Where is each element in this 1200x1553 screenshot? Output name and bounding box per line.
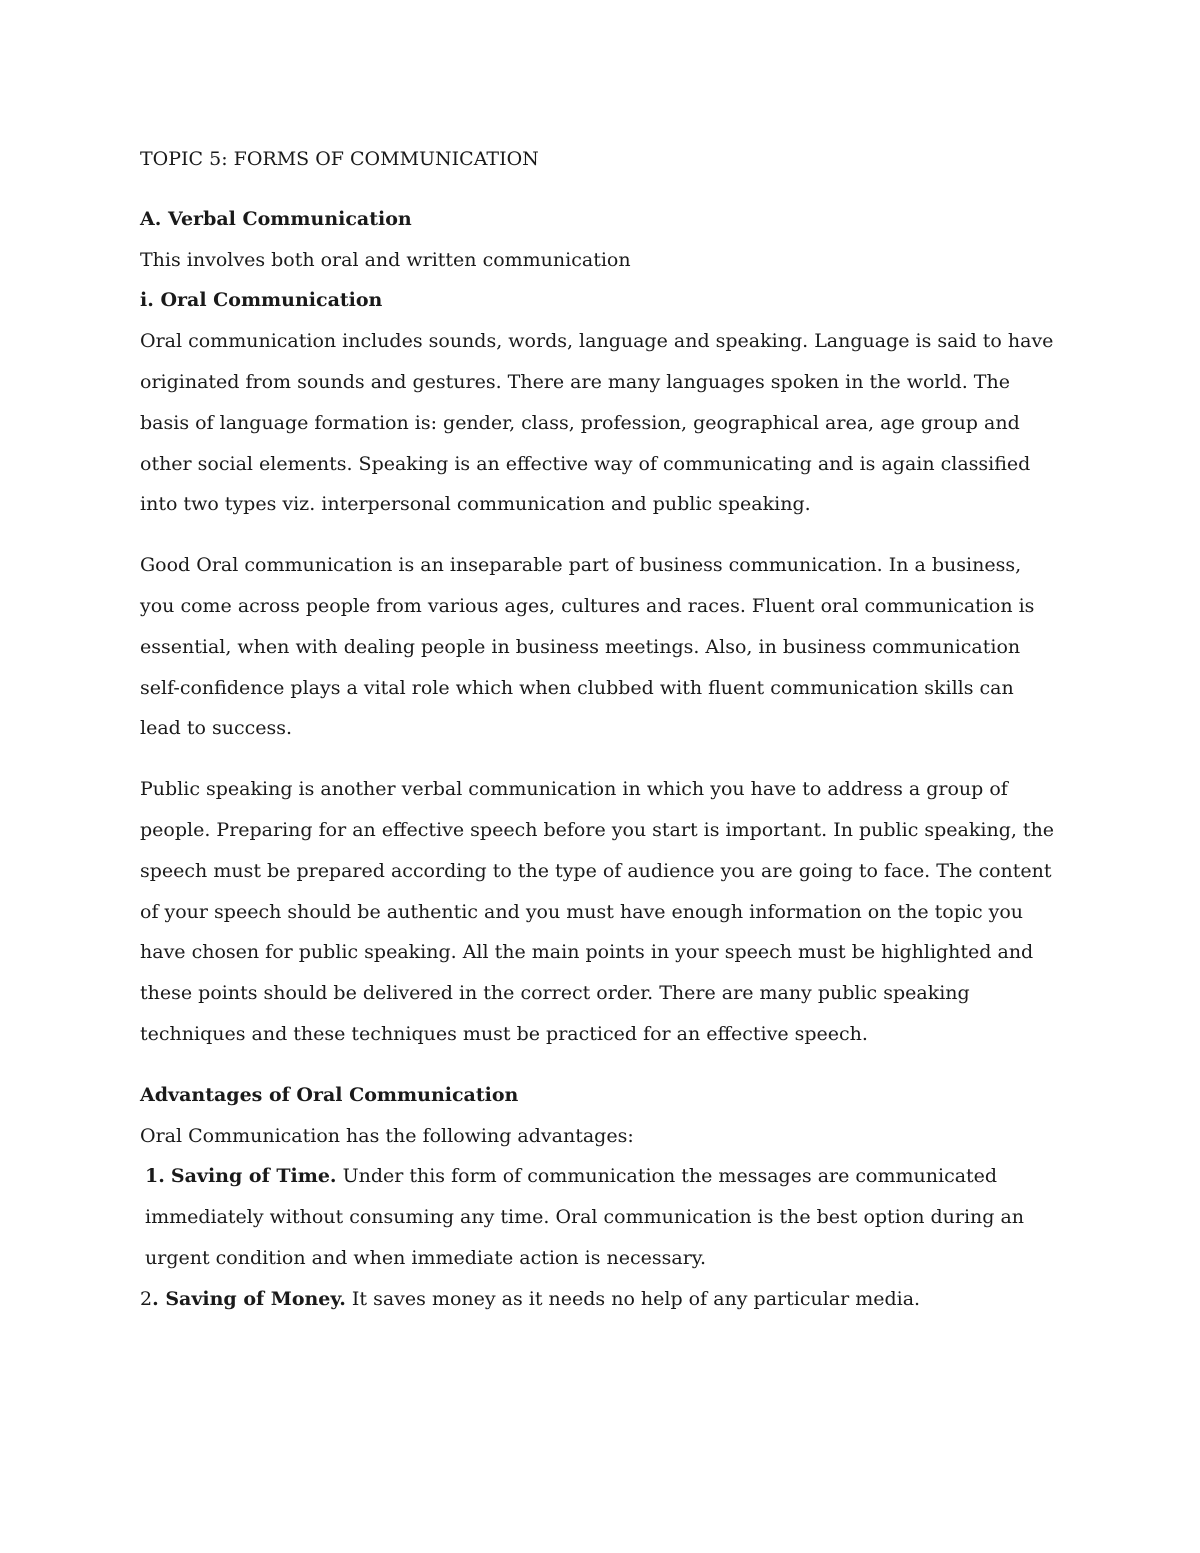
advantage-label: Saving of Time. xyxy=(170,1165,337,1188)
advantages-heading: Advantages of Oral Communication xyxy=(140,1083,519,1106)
advantage-text: Under this form of communication the messages are communicated immediately without consuming any time. Oral communication is the best option during an urgent condition and when immediate action is necessary. xyxy=(145,1165,1025,1269)
oral-communication-heading: i. Oral Communication xyxy=(140,289,383,312)
oral-paragraph-3: Public speaking is another verbal communication in which you have to address a group of people. Preparing for an effective speech before you start is important. In public speaking, the speech must be prepared according to the type of audience you are going to face. The content of your speech should be authentic and you must have enough information on the topic you have chosen for public speaking. All the main points in your speech must be highlighted and these points should be delivered in the correct order. There are many public speaking techniques and these techniques must be practiced for an effective speech. xyxy=(140,778,1055,1045)
advantages-intro: Oral Communication has the following advantages: xyxy=(140,1124,634,1147)
page-title: TOPIC 5: FORMS OF COMMUNICATION xyxy=(140,148,539,170)
document-page xyxy=(140,139,1060,1320)
advantage-label: . Saving of Money. xyxy=(152,1287,346,1310)
advantage-item xyxy=(140,1279,1060,1320)
section-a-intro: This involves both oral and written communication xyxy=(140,248,631,271)
advantage-item xyxy=(140,1156,1060,1278)
oral-paragraph-2: Good Oral communication is an inseparable part of business communication. In a business, you come across people from various ages, cultures and races. Fluent oral communication is essential, when with dealing people in business meetings. Also, in business communication self-confidence plays a vital role which when clubbed with fluent communication skills can lead to success. xyxy=(140,554,1035,740)
section-a-heading: A. Verbal Communication xyxy=(140,207,412,230)
oral-paragraph-1: Oral communication includes sounds, words, language and speaking. Language is said to have originated from sounds and gestures. There are many languages spoken in the world. The basis of language formation is: gender, class, profession, geographical area, age group and other social elements. Speaking is an effective way of communicating and is again classified into two types viz. interpersonal communication and public speaking. xyxy=(140,330,1054,516)
advantage-text: It saves money as it needs no help of any particular media. xyxy=(351,1287,921,1310)
advantage-number: 2 xyxy=(140,1287,153,1310)
advantage-number: 1. xyxy=(145,1165,165,1188)
